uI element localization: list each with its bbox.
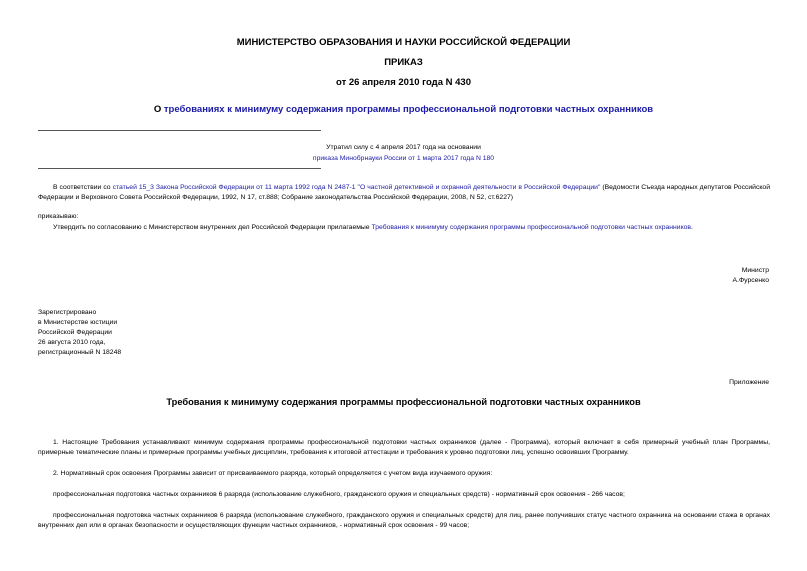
approve-paragraph	[53, 223, 770, 233]
ministry-heading: МИНИСТЕРСТВО ОБРАЗОВАНИЯ И НАУКИ РОССИЙСКОЙ ФЕДЕРАЦИИ	[236, 37, 571, 48]
doc-type-heading: ПРИКАЗ	[384, 57, 423, 68]
signature-position: Министр	[741, 267, 769, 274]
paragraph-4: профессиональная подготовка частных охранников 6 разряда (использование служебного, гражданского оружия и специальных средств) для лиц, ранее получивших статус частного охранника на основании стажа в органах внутренних дел или в органах безопасности и осуществляющих функции частных охранников, - нормативный срок освоения - 99 часов;	[38, 512, 770, 529]
title-prefix: О	[153, 104, 164, 115]
approve-prefix: Утвердить по согласованию с Министерством внутренних дел Российской Федерации прилагаемые	[53, 224, 372, 231]
divider-bottom	[38, 168, 321, 169]
registration-line: Российской Федерации	[38, 329, 112, 336]
approve-suffix: .	[691, 224, 693, 231]
registration-line: регистрационный N 18248	[38, 349, 122, 356]
preamble-prefix: В соответствии со	[53, 184, 113, 191]
signature-name: А.Фурсенко	[732, 277, 769, 284]
status-note-line1: Утратил силу с 4 апреля 2017 года на основании	[326, 144, 481, 151]
order-word: приказываю:	[38, 213, 79, 220]
status-note-link[interactable]: приказа Минобрнауки России от 1 марта 2017 года N 180	[312, 155, 495, 162]
paragraph-1: 1. Настоящие Требования устанавливают минимум содержания программы профессиональной подготовки частных охранников (далее - Программа), который включает в себя примерный учебный план Программы, примерные тематические планы и примерные программы учебных дисциплин, требования к итоговой аттестации и требования к уровню подготовки лиц, успешно освоивших Программу.	[38, 439, 770, 456]
registration-line: Зарегистрировано	[38, 309, 97, 316]
registration-line: в Министерстве юстиции	[38, 319, 118, 326]
appendix-label: Приложение	[729, 379, 769, 386]
paragraph-3: профессиональная подготовка частных охранников 6 разряда (использование служебного, гражданского оружия и специальных средств) - нормативный срок освоения - 266 часов;	[53, 491, 625, 498]
registration-block	[38, 308, 121, 358]
law-link[interactable]: статьей 15_3 Закона Российской Федерации от 11 марта 1992 года N 2487-1 "О частной детективной и охранной деятельности в Российской Федерации"	[112, 184, 601, 191]
date-number: от 26 апреля 2010 года N 430	[336, 77, 471, 88]
appendix-title: Требования к минимуму содержания программы профессиональной подготовки частных охранников	[166, 397, 641, 407]
paragraph-2: 2. Нормативный срок освоения Программы зависит от присваиваемого разряда, который определяется с учетом вида изучаемого оружия:	[53, 470, 493, 477]
requirements-link[interactable]: Требования к минимуму содержания программы профессиональной подготовки частных охранников	[371, 224, 692, 231]
preamble-suffix: (Ведомости Съезда народных депутатов Российской Федерации и Верховного Совета Российской Федерации, 1992, N 17, ст.888; Собрание законодательства Российской Федерации, 2008, N 52, ст.6227)	[38, 184, 770, 201]
document-title	[0, 104, 807, 115]
registration-line: 26 августа 2010 года,	[38, 339, 106, 346]
preamble-paragraph	[38, 183, 770, 203]
title-link[interactable]: требованиях к минимуму содержания программы профессиональной подготовки частных охранников	[163, 104, 654, 115]
divider-top	[38, 130, 321, 131]
